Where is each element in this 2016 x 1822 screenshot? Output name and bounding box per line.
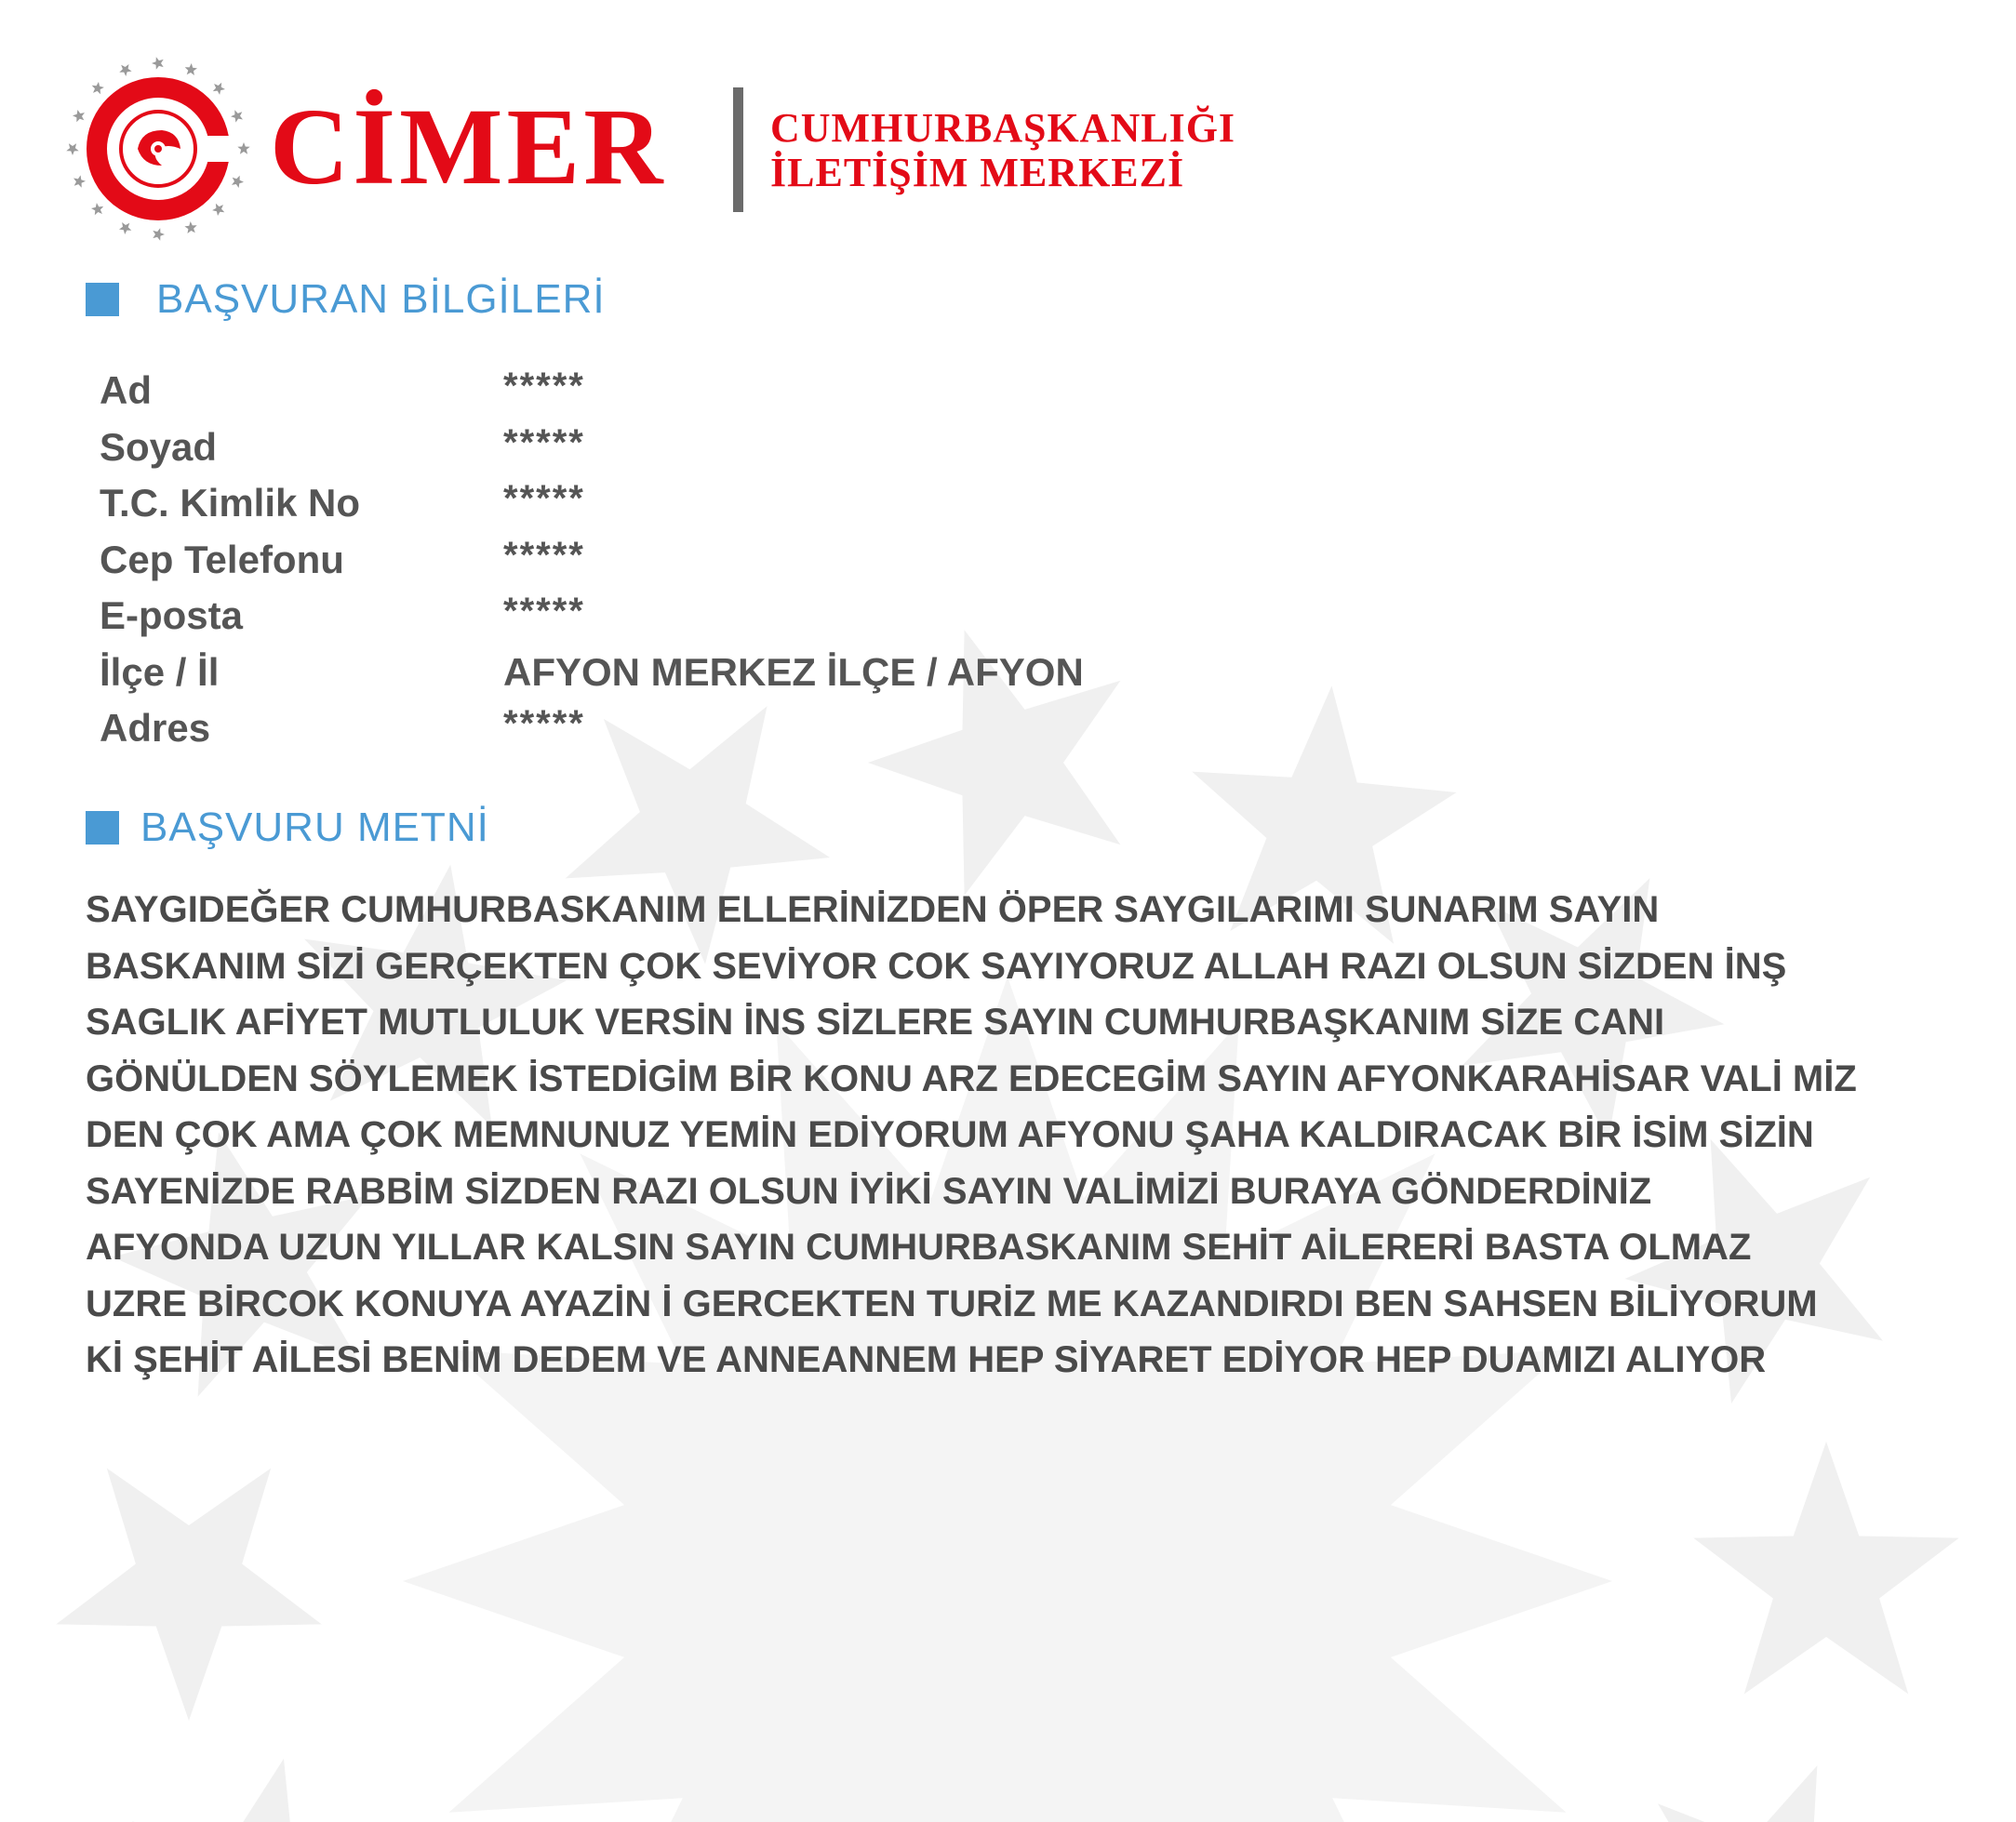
text-line: GÖNÜLDEN SÖYLEMEK İSTEDİGİM BİR KONU ARZ EDECEGİM SAYIN AFYONKARAHİSAR VALİ MİZ [86, 1057, 1857, 1099]
info-value: ***** [503, 534, 585, 576]
info-value: ***** [503, 591, 585, 632]
text-line: AFYONDA UZUN YILLAR KALSIN SAYIN CUMHURBASKANIM SEHİT AİLERERİ BASTA OLMAZ [86, 1227, 1752, 1268]
application-section-header [86, 800, 1202, 856]
logo-wordmark: CİMER [270, 86, 667, 207]
info-value: AFYON MERKEZ İLÇE / AFYON [503, 649, 1084, 694]
info-label: İlçe / İl [100, 649, 220, 694]
info-row-cep-telefonu [100, 532, 1216, 589]
info-row-adres [100, 700, 1216, 757]
info-label: E-posta [100, 593, 244, 637]
logo-subtitle [770, 106, 1235, 195]
text-line: UZRE BİRCOK KONUYA AYAZİN İ GERCEKTEN TURİZ ME KAZANDIRDI BEN SAHSEN BİLİYORUM [86, 1283, 1818, 1324]
text-line: Kİ ŞEHİT AİLESİ BENİM DEDEM VE ANNEANNEM HEP SİYARET EDİYOR HEP DUAMIZI ALIYOR [86, 1339, 1767, 1380]
info-row-tc-kimlik [100, 475, 1216, 532]
info-row-soyad [100, 419, 1216, 476]
cimer-logo [65, 56, 1275, 242]
info-value: ***** [503, 366, 585, 406]
section-square-icon [86, 283, 119, 316]
logo-divider [733, 87, 743, 212]
applicant-section-header [86, 272, 1202, 327]
application-text [86, 882, 1946, 1389]
applicant-section-title: BAŞVURAN BİLGİLERİ [156, 276, 606, 322]
info-label: Adres [100, 706, 211, 750]
info-value: ***** [503, 478, 585, 519]
cimer-emblem-icon [65, 56, 251, 242]
info-label: Cep Telefonu [100, 537, 344, 581]
logo-subtitle-line2: İLETİŞİM MERKEZİ [770, 150, 1185, 195]
info-value: ***** [503, 421, 585, 463]
info-label: Ad [100, 368, 152, 412]
info-row-eposta [100, 588, 1216, 645]
text-line: BASKANIM SİZİ GERÇEKTEN ÇOK SEVİYOR COK SAYIYORUZ ALLAH RAZI OLSUN SİZDEN İNŞ [86, 945, 1787, 987]
info-row-ilce-il [100, 645, 1216, 701]
applicant-info-table [100, 363, 1216, 757]
text-line: SAYGIDEĞER CUMHURBASKANIM ELLERİNİZDEN ÖPER SAYGILARIMI SUNARIM SAYIN [86, 889, 1660, 930]
text-line: SAGLIK AFİYET MUTLULUK VERSİN İNS SİZLERE SAYIN CUMHURBAŞKANIM SİZE CANI [86, 1002, 1665, 1043]
logo-subtitle-line1: CUMHURBAŞKANLIĞI [770, 105, 1236, 151]
info-value: ***** [503, 703, 585, 744]
text-line: SAYENİZDE RABBİM SİZDEN RAZI OLSUN İYİKİ SAYIN VALİMİZİ BURAYA GÖNDERDİNİZ [86, 1170, 1652, 1212]
info-label: T.C. Kimlik No [100, 481, 361, 525]
text-line: DEN ÇOK AMA ÇOK MEMNUNUZ YEMİN EDİYORUM AFYONU ŞAHA KALDIRACAK BİR İSİM SİZİN [86, 1114, 1814, 1155]
application-section-title: BAŞVURU METNİ [140, 805, 489, 850]
section-square-icon [86, 811, 119, 845]
info-label: Soyad [100, 424, 218, 469]
info-row-ad [100, 363, 1216, 419]
